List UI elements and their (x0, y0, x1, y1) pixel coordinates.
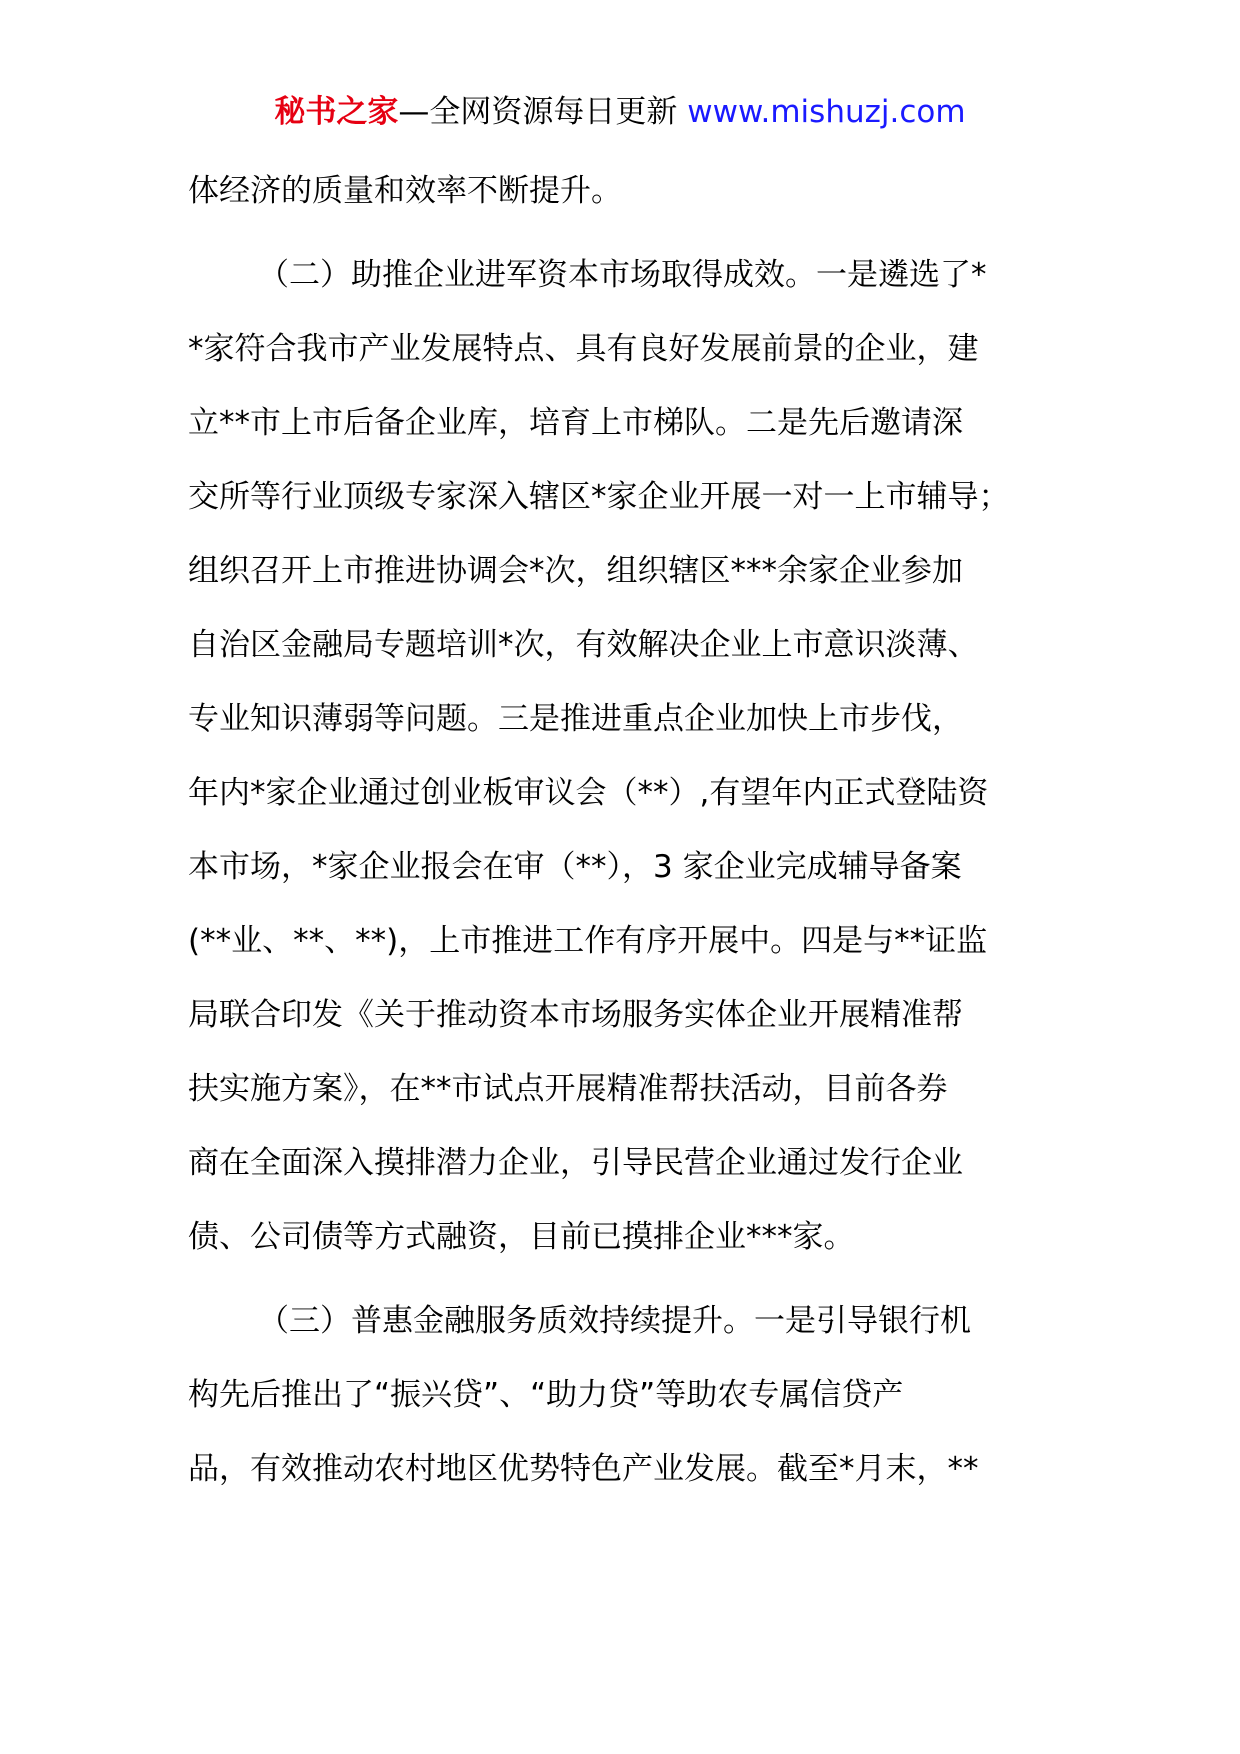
paragraph-1 (188, 154, 1088, 228)
text-line: （三）普惠金融服务质效持续提升。一是引导银行机 (258, 1303, 971, 1339)
text-line: 本市场，*家企业报会在审（**），3 家企业完成辅导备案 (188, 849, 962, 885)
document-body (188, 154, 1088, 1506)
text-line: 组织召开上市推进协调会*次，组织辖区***余家企业参加 (188, 553, 963, 589)
site-watermark-header (0, 92, 1240, 132)
text-line: 立**市上市后备企业库，培育上市梯队。二是先后邀请深 (188, 405, 963, 441)
text-line: 自治区金融局专题培训*次，有效解决企业上市意识淡薄、 (188, 627, 979, 663)
paragraph-2 (188, 238, 1088, 1274)
text-line: 交所等行业顶级专家深入辖区*家企业开展一对一上市辅导； (188, 479, 1010, 515)
text-line: 债、公司债等方式融资，目前已摸排企业***家。 (188, 1219, 855, 1255)
paragraph-3 (188, 1284, 1088, 1506)
text-line: (**业、**、**)，上市推进工作有序开展中。四是与**证监 (188, 923, 988, 959)
brand-name: 秘书之家 (274, 94, 399, 130)
text-line: 体经济的质量和效率不断提升。 (188, 173, 622, 209)
text-line: 构先后推出了“振兴贷”、“助力贷”等助农专属信贷产 (188, 1377, 904, 1413)
text-line: 年内*家企业通过创业板审议会（**）,有望年内正式登陆资 (188, 775, 989, 811)
site-url: www.mishuzj.com (687, 94, 966, 130)
tagline: —全网资源每日更新 (398, 94, 688, 130)
text-line: 品，有效推动农村地区优势特色产业发展。截至*月末，** (188, 1451, 979, 1487)
text-line: 局联合印发《关于推动资本市场服务实体企业开展精准帮 (188, 997, 963, 1033)
text-line: 商在全面深入摸排潜力企业，引导民营企业通过发行企业 (188, 1145, 963, 1181)
text-line: 扶实施方案》，在**市试点开展精准帮扶活动，目前各券 (188, 1071, 948, 1107)
text-line: *家符合我市产业发展特点、具有良好发展前景的企业，建 (188, 331, 979, 367)
text-line: （二）助推企业进军资本市场取得成效。一是遴选了* (258, 257, 987, 293)
text-line: 专业知识薄弱等问题。三是推进重点企业加快上市步伐， (188, 701, 963, 737)
